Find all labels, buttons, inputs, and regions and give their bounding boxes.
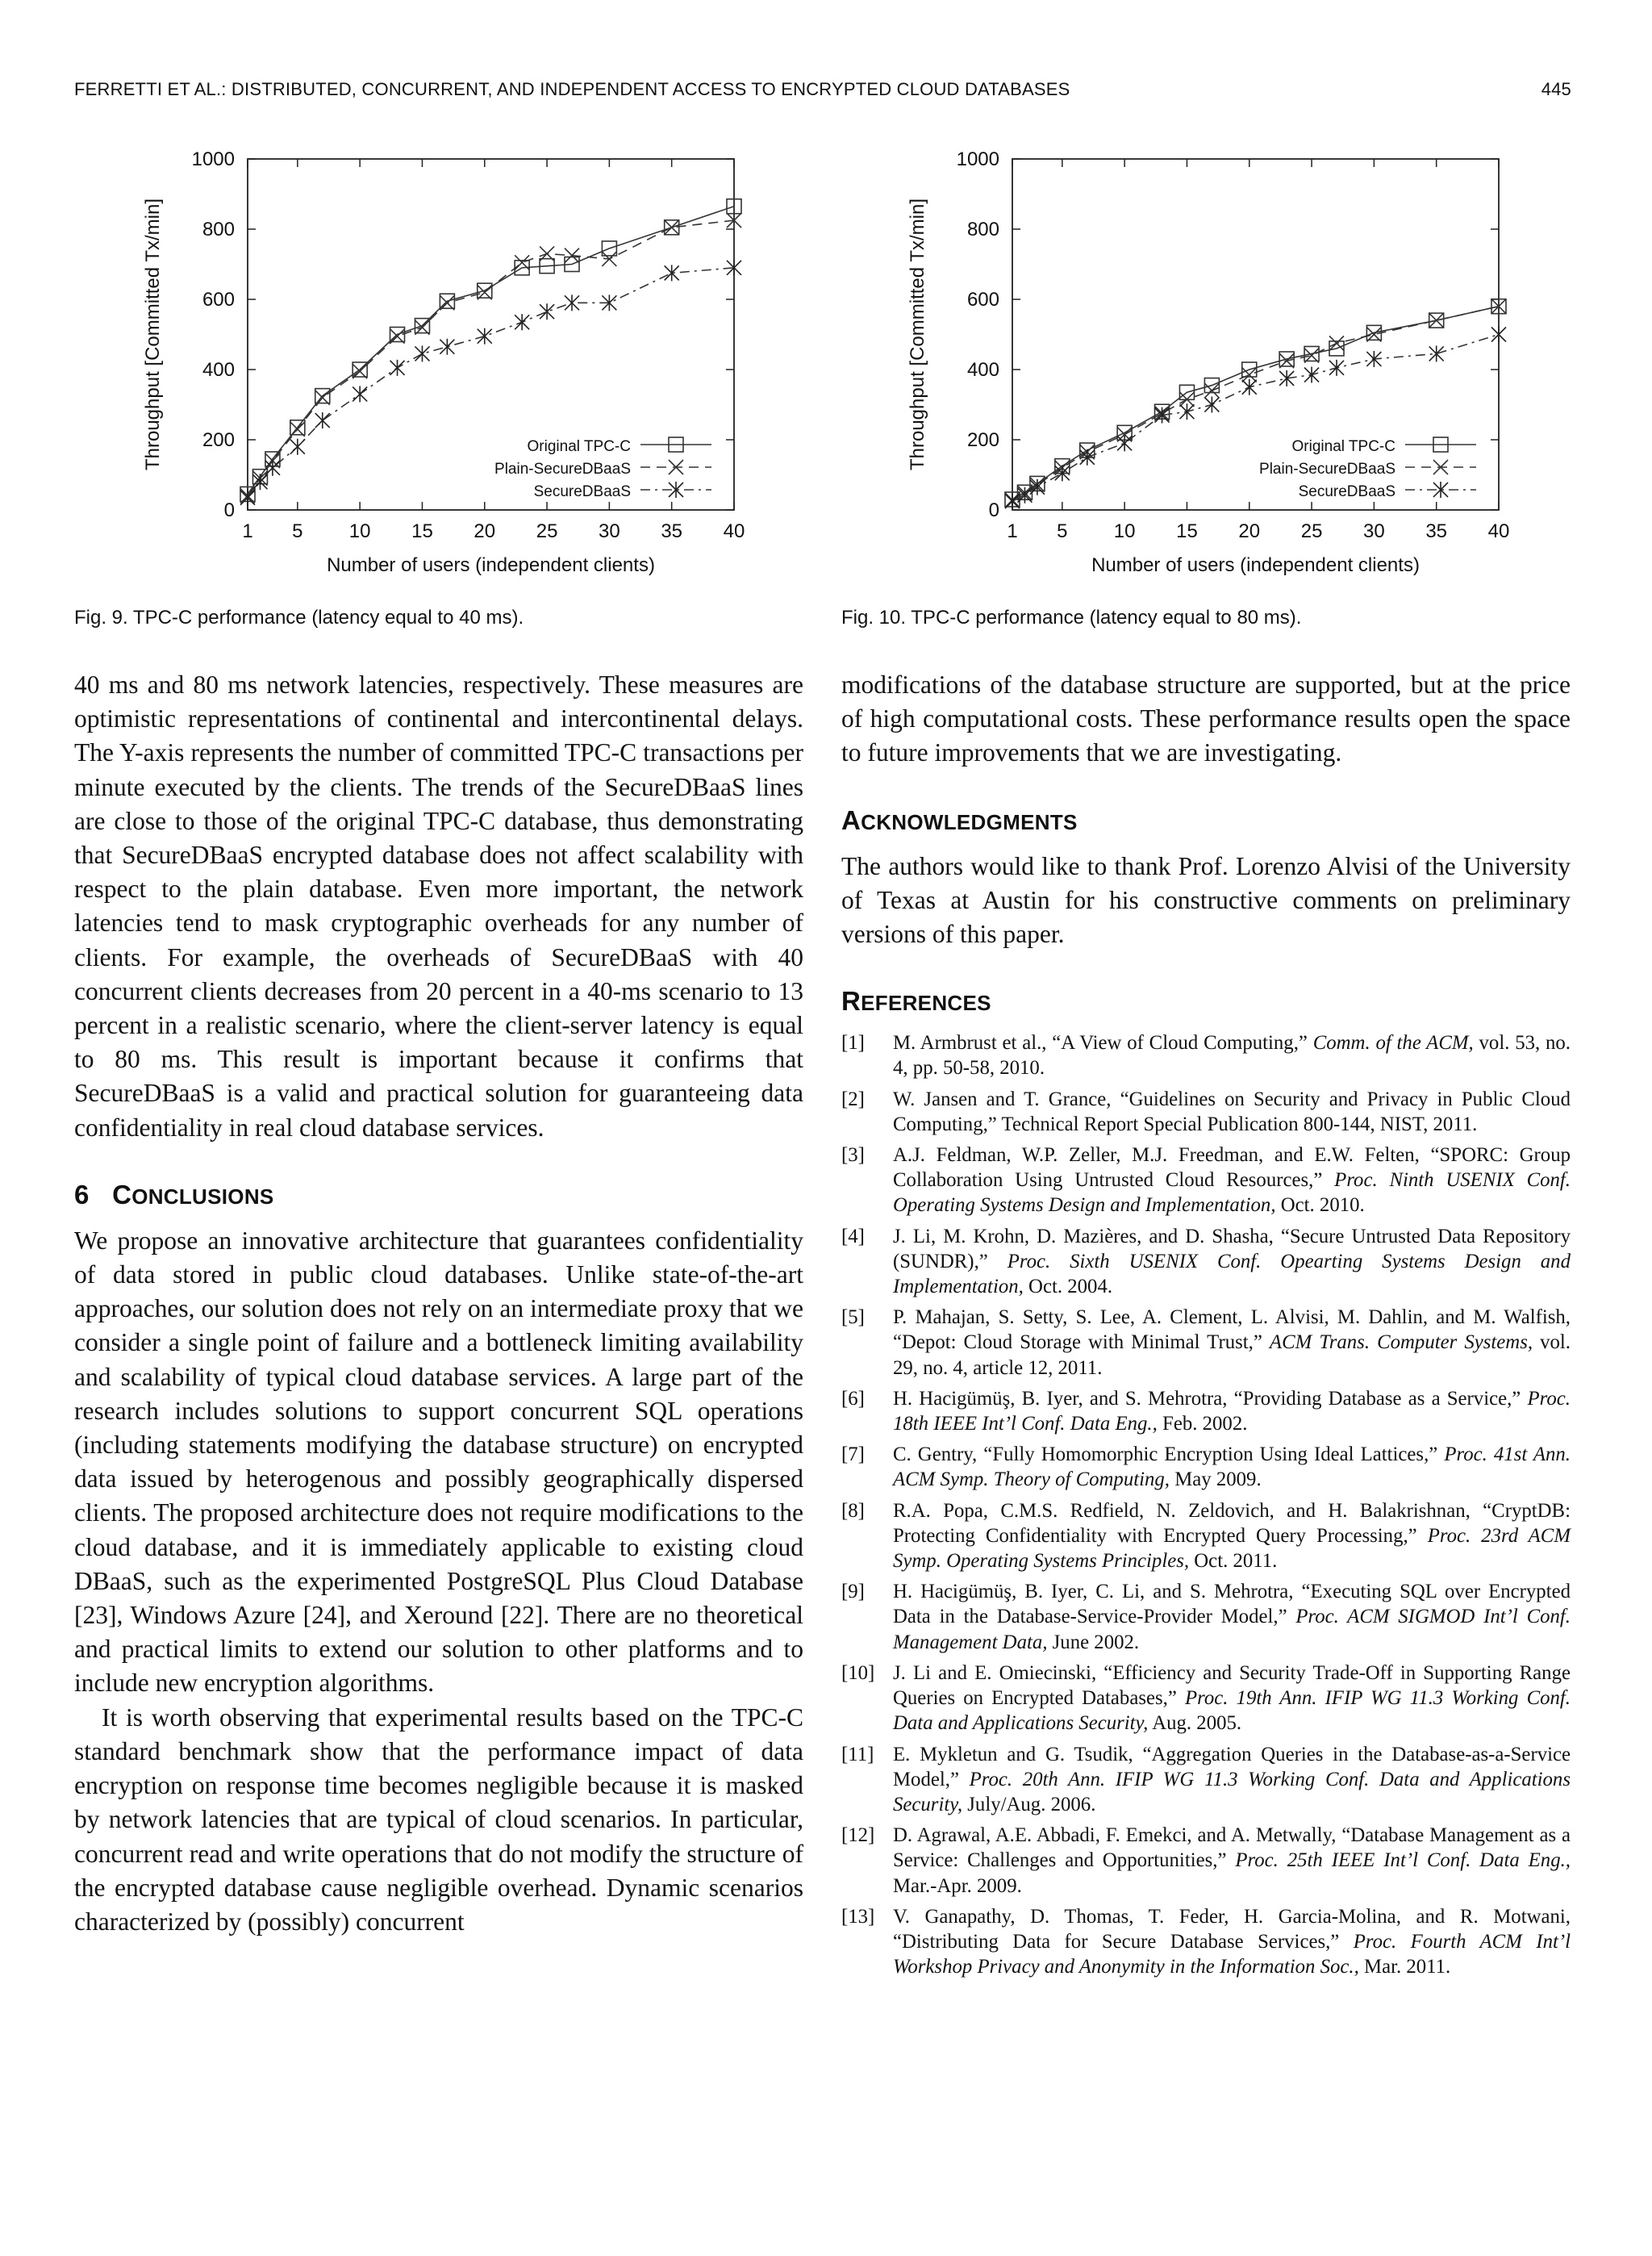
y-tick-label: 600	[202, 289, 235, 311]
x-tick-label: 35	[661, 520, 683, 542]
y-tick-label: 1000	[191, 148, 235, 170]
reference-number: [10]	[841, 1661, 875, 1684]
x-tick-label: 25	[536, 520, 558, 542]
x-tick-label: 5	[292, 520, 303, 542]
data-point	[1242, 379, 1257, 395]
reference-details: Feb. 2002.	[1157, 1413, 1248, 1435]
reference-text: C. Gentry, “Fully Homomorphic Encryption Using Ideal Lattices,”	[893, 1443, 1445, 1466]
reference-item	[841, 1305, 1571, 1381]
references-heading: REFERENCES	[841, 986, 991, 1017]
reference-text: J. Li, M. Krohn, D. Mazières, and D. Shasha, “Secure Untrusted Data Repository (SUNDR),”	[893, 1225, 1571, 1272]
reference-details: Mar. 2011.	[1358, 1956, 1451, 1978]
reference-item	[841, 1143, 1571, 1218]
data-point	[1179, 403, 1194, 420]
reference-venue: ACM Trans. Computer Systems,	[1269, 1331, 1533, 1354]
y-tick-label: 1000	[956, 148, 999, 170]
series-line	[1012, 307, 1499, 500]
reference-venue: Proc. Ninth USENIX Conf. Operating Systems Design and Implementation,	[893, 1169, 1571, 1217]
figure-10	[845, 141, 1604, 593]
x-axis-label: Number of users (independent clients)	[327, 554, 655, 576]
reference-number: [7]	[841, 1443, 865, 1466]
y-tick-label: 200	[202, 429, 235, 451]
reference-details: July/Aug. 2006.	[962, 1793, 1096, 1815]
section-title: CONCLUSIONS	[112, 1179, 274, 1209]
x-tick-label: 15	[411, 520, 433, 542]
reference-venue: Proc. 19th Ann. IFIP WG 11.3 Working Conf. Data and Applications Security,	[893, 1687, 1571, 1735]
reference-item	[841, 1823, 1571, 1899]
reference-details: Oct. 2004.	[1023, 1276, 1113, 1298]
data-point	[1117, 435, 1132, 451]
reference-details: May 2009.	[1170, 1468, 1262, 1491]
reference-details: Oct. 2010.	[1275, 1194, 1365, 1217]
figure-10-caption: Fig. 10. TPC-C performance (latency equal to 80 ms).	[841, 607, 1302, 629]
x-tick-label: 30	[599, 520, 620, 542]
reference-text: P. Mahajan, S. Setty, S. Lee, A. Clement, L. Alvisi, M. Dahlin, and M. Walfish, “Depot: Cloud Storage with Minimal Trust,”	[893, 1306, 1571, 1354]
data-point	[290, 439, 305, 455]
y-tick-label: 600	[966, 289, 999, 311]
reference-number: [4]	[841, 1225, 865, 1247]
reference-details: Mar.-Apr. 2009.	[893, 1874, 1022, 1897]
reference-text: A.J. Feldman, W.P. Zeller, M.J. Freedman, and E.W. Felten, “SPORC: Group Collaboration Using Untrusted Cloud Resources,”	[893, 1144, 1571, 1192]
reference-number: [13]	[841, 1905, 875, 1928]
acknowledgments-heading: ACKNOWLEDGMENTS	[841, 804, 1078, 835]
x-tick-label: 35	[1425, 520, 1448, 542]
reference-venue: Comm. of the ACM,	[1312, 1032, 1474, 1055]
data-point	[1429, 313, 1444, 328]
reference-details: vol. 53, no. 4, pp. 50-58, 2010.	[893, 1032, 1571, 1080]
y-tick-label: 0	[223, 499, 235, 521]
reference-text: H. Hacigümüş, B. Iyer, and S. Mehrotra, “Providing Database as a Service,”	[893, 1387, 1528, 1410]
body-paragraph: modifications of the database structure are supported, but at the price of high computational costs. These performance results open the space to future improvements that we are investigating.	[841, 671, 1571, 767]
reference-number: [1]	[841, 1032, 865, 1055]
series-x	[240, 213, 741, 503]
legend-label: SecureDBaaS	[533, 483, 631, 500]
reference-item	[841, 1087, 1571, 1137]
legend-label: Original TPC-C	[1291, 438, 1395, 455]
series-x	[1005, 299, 1506, 508]
x-tick-label: 20	[473, 520, 496, 542]
x-tick-label: 25	[1300, 520, 1323, 542]
legend-label: Plain-SecureDBaaS	[494, 461, 631, 478]
reference-item	[841, 1030, 1571, 1080]
reference-item	[841, 1904, 1571, 1980]
reference-text: D. Agrawal, A.E. Abbadi, F. Emekci, and A. Metwally, “Database Management as a Service: Challenges and Opportunities,”	[893, 1824, 1571, 1872]
reference-text: V. Ganapathy, D. Thomas, T. Feder, H. Garcia-Molina, and R. Motwani, “Distributing Data for Secure Database Services,”	[893, 1905, 1571, 1953]
reference-item	[841, 1742, 1571, 1818]
data-point	[390, 360, 405, 376]
section-heading-conclusions	[74, 1177, 803, 1214]
reference-text: E. Mykletun and G. Tsudik, “Aggregation Queries in the Database-as-a-Service Model,”	[893, 1743, 1571, 1790]
data-point	[1491, 327, 1506, 343]
reference-text: J. Li and E. Omiecinski, “Efficiency and Security Trade-Off in Supporting Range Queries on Encrypted Databases,”	[893, 1661, 1571, 1710]
series-line	[1012, 335, 1499, 502]
legend-label: Plain-SecureDBaaS	[1259, 461, 1395, 478]
series-star	[240, 260, 741, 506]
reference-number: [11]	[841, 1743, 874, 1765]
reference-venue: Proc. Fourth ACM Int’l Workshop Privacy and Anonymity in the Information Soc.,	[893, 1930, 1571, 1978]
data-point	[1204, 397, 1219, 413]
section-number: 6	[74, 1179, 90, 1209]
data-point	[415, 345, 429, 361]
reference-number: [8]	[841, 1499, 865, 1522]
data-point	[1329, 360, 1344, 376]
reference-item	[841, 1386, 1571, 1436]
series-square	[1005, 299, 1506, 507]
reference-details: Aug. 2005.	[1148, 1712, 1242, 1735]
x-tick-label: 30	[1363, 520, 1385, 542]
reference-text: M. Armbrust et al., “A View of Cloud Computing,”	[893, 1032, 1313, 1055]
x-tick-label: 20	[1238, 520, 1261, 542]
reference-text: H. Hacigümüş, B. Iyer, C. Li, and S. Mehrotra, “Executing SQL over Encrypted Data in the Database-Service-Provider Model,”	[893, 1581, 1571, 1628]
data-point	[353, 386, 367, 402]
x-tick-label: 1	[1007, 520, 1018, 542]
series-line	[248, 207, 734, 495]
reference-item	[841, 1661, 1571, 1736]
reference-number: [2]	[841, 1088, 865, 1110]
x-axis-label: Number of users (independent clients)	[1091, 554, 1420, 576]
reference-venue: Proc. 23rd ACM Symp. Operating Systems Principles,	[893, 1524, 1571, 1573]
acknowledgments-text: The authors would like to thank Prof. Lorenzo Alvisi of the University of Texas at Austin for his constructive comments on preliminary versions of this paper.	[841, 851, 1571, 949]
reference-number: [9]	[841, 1581, 865, 1603]
body-paragraph: 40 ms and 80 ms network latencies, respectively. These measures are optimistic representations of continental and intercontinental delays. The Y-axis represents the number of committed TPC-C transactions per minute executed by the clients. The trends of the SecureDBaaS lines are close to those of the original TPC-C database, thus demonstrating that SecureDBaaS encrypted database does not affect scalability with respect to the plain database. Even more important, the network latencies tend to mask cryptographic overheads for any number of clients. For example, the overheads of SecureDBaaS with 40 concurrent clients decreases from 20 percent in a 40-ms scenario to 13 percent in a realistic scenario, where the client-server latency is equal to 80 ms. This result is important because it confirms that SecureDBaaS is a valid and practical solution for guaranteeing data confidentiality in real cloud database services.	[74, 671, 803, 1142]
data-point	[1279, 370, 1294, 386]
data-point	[565, 295, 579, 311]
body-paragraph: We propose an innovative architecture that guarantees confidentiality of data stored in public cloud databases. Unlike state-of-the-art approaches, our solution does not rely on an intermediate proxy that we consider a single point of failure and a bottleneck limiting availability and scalability of typical cloud database services. A large part of the research includes solutions to support concurrent SQL operations (including statements modifying the database structure) on encrypted data issued by heterogenous and possibly geographically dispersed clients. The proposed architecture does not require modifications to the cloud database, and it is immediately applicable to existing cloud DBaaS, such as the experimented PostgreSQL Plus Cloud Database [23], Windows Azure [24], and Xeround [22]. There are no theoretical and practical limits to extend our solution to other platforms and to include new encryption algorithms.	[74, 1226, 803, 1698]
series-line	[248, 220, 734, 495]
data-point	[440, 339, 454, 355]
y-tick-label: 800	[202, 219, 235, 240]
data-point	[1005, 493, 1020, 509]
data-point	[315, 412, 330, 428]
series-square	[240, 199, 741, 502]
y-axis-label: Throughput [Committed Tx/min]	[142, 198, 164, 471]
y-tick-label: 400	[966, 359, 999, 381]
figure-9-chart	[81, 141, 839, 593]
reference-venue: Proc. Sixth USENIX Conf. Opearting Systems Design and Implementation,	[893, 1250, 1571, 1298]
reference-text: R.A. Popa, C.M.S. Redfield, N. Zeldovich, and H. Balakrishnan, “CryptDB: Protecting Confidentiality with Encrypted Query Processing,”	[893, 1499, 1571, 1547]
reference-details: vol. 29, no. 4, article 12, 2011.	[893, 1331, 1571, 1379]
x-tick-label: 10	[1113, 520, 1136, 542]
reference-venue: Proc. ACM SIGMOD Int’l Conf. Management Data,	[893, 1606, 1571, 1653]
y-tick-label: 0	[988, 499, 999, 521]
reference-number: [5]	[841, 1306, 865, 1329]
reference-item	[841, 1498, 1571, 1574]
data-point	[665, 265, 679, 281]
x-tick-label: 15	[1176, 520, 1198, 542]
data-point	[240, 490, 255, 506]
reference-number: [3]	[841, 1144, 865, 1167]
reference-venue: Proc. 41st Ann. ACM Symp. Theory of Computing,	[893, 1443, 1571, 1491]
reference-details: June 2002.	[1047, 1631, 1140, 1653]
data-point	[515, 314, 529, 330]
reference-number: [6]	[841, 1387, 865, 1410]
reference-venue: Proc. 25th IEEE Int’l Conf. Data Eng.,	[1235, 1849, 1571, 1872]
reference-item	[841, 1224, 1571, 1300]
data-point	[252, 474, 267, 490]
y-axis-label: Throughput [Committed Tx/min]	[907, 198, 928, 471]
x-tick-label: 5	[1057, 520, 1068, 542]
x-tick-label: 1	[242, 520, 253, 542]
x-tick-label: 40	[723, 520, 745, 542]
data-point	[478, 328, 492, 345]
x-tick-label: 40	[1487, 520, 1510, 542]
reference-item	[841, 1442, 1571, 1492]
reference-venue: Proc. 18th IEEE Int’l Conf. Data Eng.,	[893, 1387, 1571, 1435]
y-tick-label: 200	[966, 429, 999, 451]
reference-details: Oct. 2011.	[1189, 1550, 1278, 1573]
series-line	[248, 268, 734, 498]
series-star	[1005, 327, 1506, 510]
reference-venue: Proc. 20th Ann. IFIP WG 11.3 Working Conf. Data and Applications Security,	[893, 1768, 1571, 1815]
data-point	[1304, 367, 1319, 383]
figure-9	[81, 141, 839, 593]
data-point	[540, 303, 554, 320]
series-line	[1012, 307, 1499, 499]
legend-label: Original TPC-C	[527, 438, 631, 455]
body-paragraph: It is worth observing that experimental results based on the TPC-C standard benchmark show that the performance impact of data encryption on response time becomes negligible because it is masked by network latencies that are typical of cloud scenarios. In particular, concurrent read and write operations that do not modify the structure of the encrypted database cause negligible overhead. Dynamic scenarios characterized by (possibly) concurrent	[74, 1702, 803, 1936]
y-tick-label: 400	[202, 359, 235, 381]
right-column	[841, 668, 1571, 1985]
reference-text: W. Jansen and T. Grance, “Guidelines on Security and Privacy in Public Cloud Computing,” Technical Report Special Publication 800-144, NIST, 2011.	[893, 1088, 1571, 1135]
figure-10-chart	[845, 141, 1604, 593]
running-header	[74, 79, 1571, 100]
running-title: FERRETTI ET AL.: DISTRIBUTED, CONCURRENT, AND INDEPENDENT ACCESS TO ENCRYPTED CLOUD DATABASES	[74, 79, 1070, 99]
left-column	[74, 668, 803, 1939]
figure-9-caption: Fig. 9. TPC-C performance (latency equal to 40 ms).	[74, 607, 524, 629]
reference-number: [12]	[841, 1824, 875, 1847]
reference-list	[841, 1030, 1571, 1979]
reference-item	[841, 1579, 1571, 1655]
legend-label: SecureDBaaS	[1298, 483, 1395, 500]
y-tick-label: 800	[966, 219, 999, 240]
x-tick-label: 10	[348, 520, 371, 542]
page-number: 445	[1541, 79, 1571, 99]
